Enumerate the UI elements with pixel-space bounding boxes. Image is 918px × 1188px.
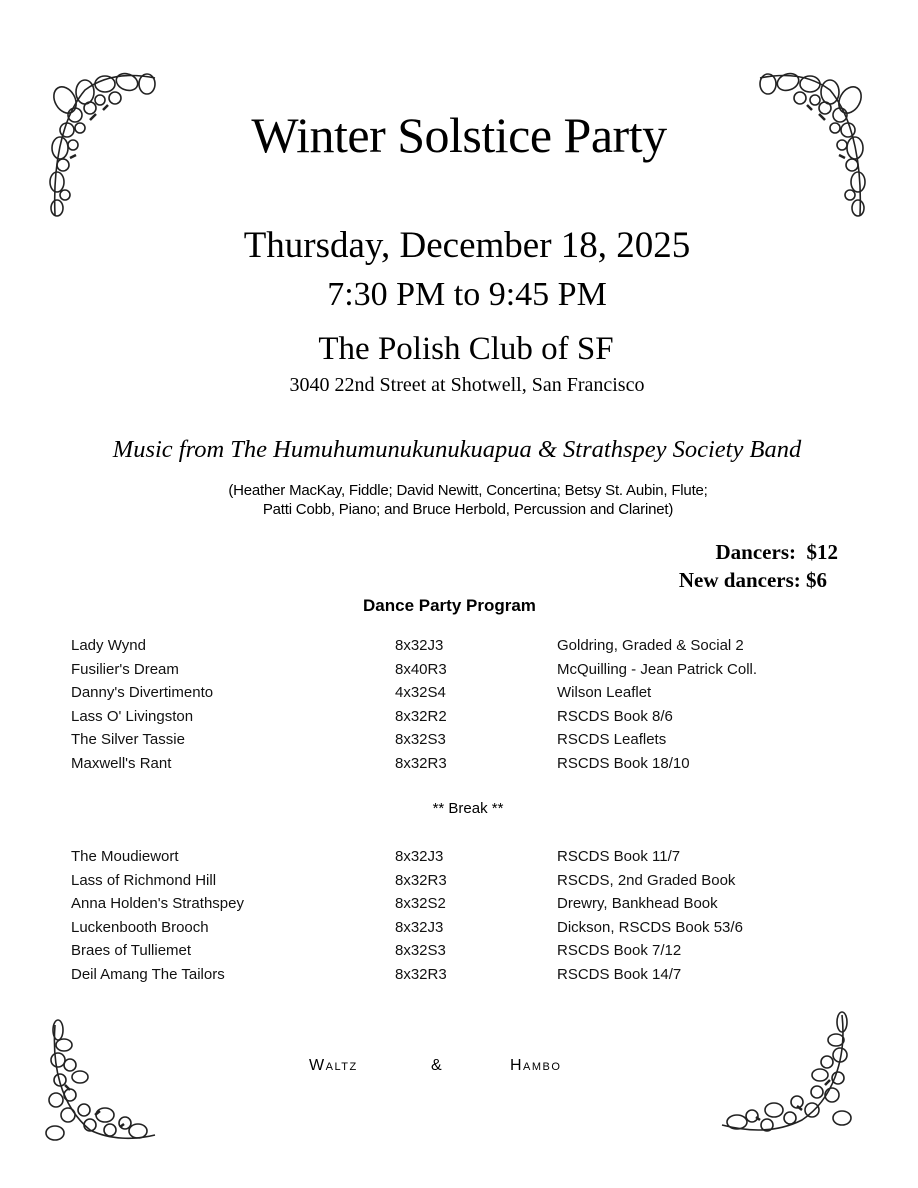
price-new-dancers: New dancers: $6 <box>678 568 827 592</box>
dance-formation: 4x32S4 <box>395 684 446 701</box>
dance-row <box>71 963 851 987</box>
dance-row <box>71 916 851 940</box>
dance-row <box>71 681 851 705</box>
dance-row <box>71 845 851 869</box>
dance-formation: 8x32J3 <box>395 637 444 654</box>
event-time: 7:30 PM to 9:45 PM <box>327 276 607 313</box>
dance-source: McQuilling - Jean Patrick Coll. <box>557 660 758 678</box>
dance-source: Dickson, RSCDS Book 53/6 <box>557 918 743 936</box>
event-address: 3040 22nd Street at Shotwell, San Francisco <box>289 374 645 396</box>
price-dancers: Dancers: $12 <box>715 540 838 564</box>
dance-name: Danny's Divertimento <box>71 684 214 701</box>
floral-corner-bottom-left-icon <box>40 1015 160 1145</box>
dance-list-second-half <box>71 845 851 986</box>
dance-name: Deil Amang The Tailors <box>71 965 225 983</box>
dance-name: Maxwell's Rant <box>71 754 172 772</box>
dance-formation: 8x32R2 <box>395 707 447 725</box>
dance-source: RSCDS Book 14/7 <box>557 965 682 983</box>
dance-formation: 8x32J3 <box>395 848 444 865</box>
dance-formation: 8x32S3 <box>395 731 446 748</box>
dance-formation: 8x32S2 <box>395 895 446 912</box>
closing-hambo: Hambo <box>510 1057 562 1074</box>
musicians-line-1: (Heather MacKay, Fiddle; David Newitt, Concertina; Betsy St. Aubin, Flute; <box>228 482 708 499</box>
dance-name: Luckenbooth Brooch <box>71 918 209 936</box>
dance-name: Braes of Tulliemet <box>71 942 192 959</box>
event-venue: The Polish Club of SF <box>318 331 614 367</box>
music-band: Music from The Humuhumunukunukuapua & Strathspey Society Band <box>112 436 802 463</box>
dance-name: The Moudiewort <box>71 848 179 865</box>
dance-source: Goldring, Graded & Social 2 <box>557 637 744 654</box>
dance-row <box>71 705 851 729</box>
dance-formation: 8x32R3 <box>395 754 447 772</box>
closing-waltz: Waltz <box>309 1057 358 1074</box>
dance-source: Drewry, Bankhead Book <box>557 895 718 912</box>
dance-list-first-half <box>71 634 851 775</box>
musicians-line-2: Patti Cobb, Piano; and Bruce Herbold, Percussion and Clarinet) <box>262 501 674 518</box>
dance-formation: 8x32S3 <box>395 942 446 959</box>
dance-source: RSCDS Leaflets <box>557 731 667 748</box>
dance-source: RSCDS Book 18/10 <box>557 754 690 772</box>
dance-name: Lady Wynd <box>71 637 146 654</box>
dance-name: Lass of Richmond Hill <box>71 871 217 889</box>
dance-row <box>71 752 851 776</box>
program-title: Dance Party Program <box>363 596 536 615</box>
floral-corner-bottom-right-icon <box>712 1010 862 1140</box>
dance-row <box>71 728 851 752</box>
dance-formation: 8x32R3 <box>395 871 447 889</box>
dance-source: RSCDS, 2nd Graded Book <box>557 871 736 889</box>
dance-formation: 8x32J3 <box>395 918 444 936</box>
dance-name: Anna Holden's Strathspey <box>71 895 244 912</box>
dance-source: RSCDS Book 7/12 <box>557 942 682 959</box>
dance-row <box>71 869 851 893</box>
dance-formation: 8x40R3 <box>395 660 447 678</box>
musicians-list <box>0 481 918 519</box>
closing-ampersand: & <box>431 1057 444 1074</box>
break-label: ** Break ** <box>432 800 504 817</box>
dance-source: Wilson Leaflet <box>557 684 652 701</box>
dance-name: Fusilier's Dream <box>71 660 179 678</box>
dance-row <box>71 892 851 916</box>
dance-name: Lass O' Livingston <box>71 707 194 725</box>
dance-formation: 8x32R3 <box>395 965 447 983</box>
dance-row <box>71 634 851 658</box>
dance-name: The Silver Tassie <box>71 731 185 748</box>
dance-source: RSCDS Book 8/6 <box>557 707 673 725</box>
dance-row <box>71 939 851 963</box>
dance-source: RSCDS Book 11/7 <box>557 848 681 865</box>
event-date: Thursday, December 18, 2025 <box>243 225 691 266</box>
event-title: Winter Solstice Party <box>251 107 667 163</box>
dance-row <box>71 658 851 682</box>
